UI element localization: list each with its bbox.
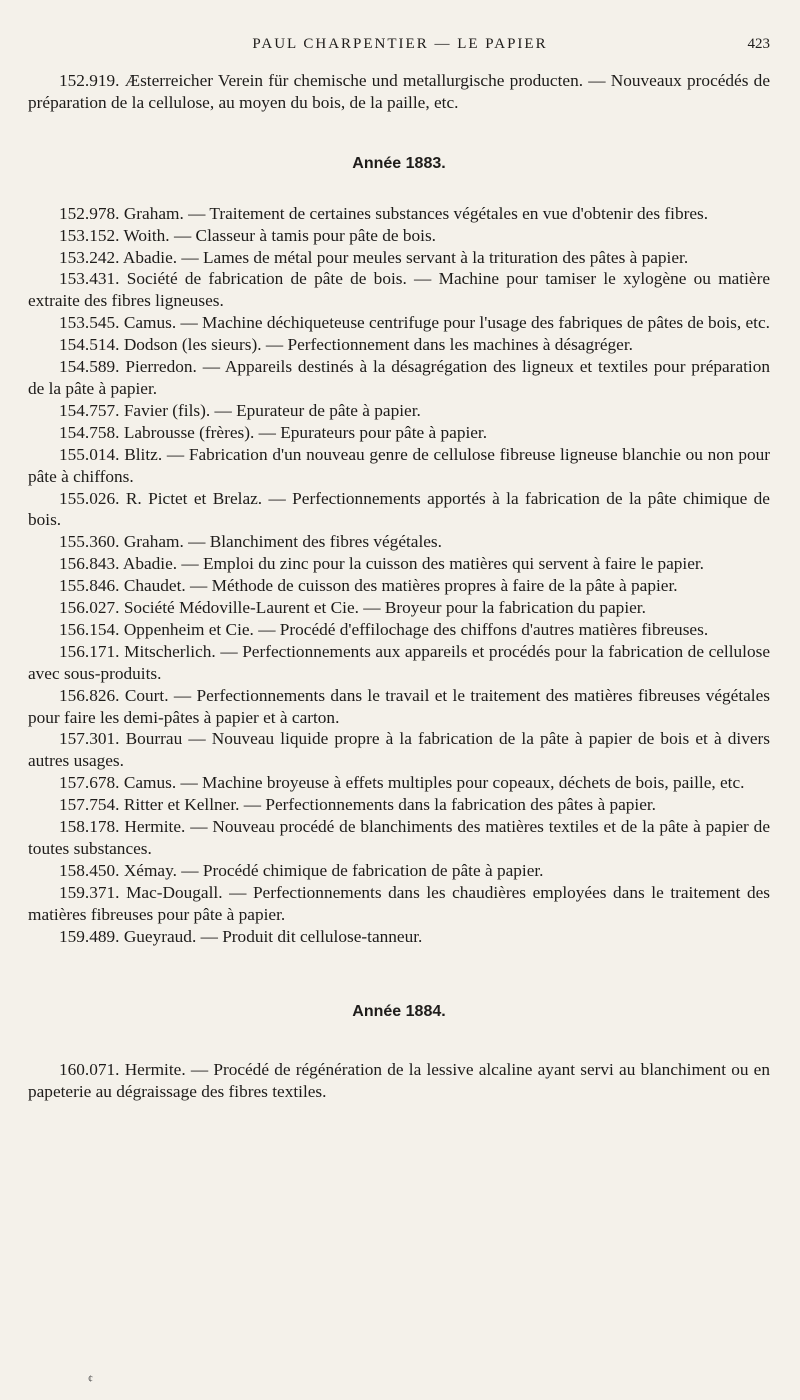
patent-description: Graham. — Blanchiment des fibres végétales.	[123, 532, 442, 552]
patent-number: 158.178.	[59, 817, 120, 837]
patent-number: 156.843.	[59, 554, 120, 574]
patent-entry	[28, 334, 770, 356]
patent-entry	[28, 268, 770, 312]
patent-number: 157.678.	[59, 773, 120, 793]
patent-number: 155.014.	[59, 444, 120, 464]
patent-entry	[28, 488, 770, 532]
patent-description: Bourrau — Nouveau liquide propre à la fabrication de la pâte à papier de bois et à divers autres usages.	[28, 729, 770, 771]
year-heading-1883: Année 1883.	[352, 154, 446, 172]
patent-number: 159.489.	[59, 926, 120, 946]
patent-description: Chaudet. — Méthode de cuisson des matières propres à faire de la pâte à papier.	[123, 576, 678, 596]
patent-description: Société Médoville-Laurent et Cie. — Broyeur pour la fabrication du papier.	[123, 598, 646, 618]
patent-description: Labrousse (frères). — Epurateurs pour pâte à papier.	[123, 422, 488, 442]
patent-number: 154.758.	[59, 422, 120, 442]
year-heading-1884: Année 1884.	[352, 1002, 446, 1020]
patent-number: 154.514.	[59, 335, 120, 355]
patent-entry	[28, 225, 770, 247]
patent-number: 153.152.	[59, 225, 120, 245]
patent-number: 152.978.	[59, 203, 120, 223]
patent-description: Mac-Dougall. — Perfectionnements dans les chaudières employées dans le traitement des matières fibreuses pour pâte à papier.	[28, 882, 770, 924]
patent-number: 157.301.	[59, 729, 120, 749]
patent-number: 153.545.	[59, 313, 120, 333]
patent-description: Ritter et Kellner. — Perfectionnements dans la fabrication des pâtes à papier.	[123, 795, 656, 815]
patent-entry	[28, 203, 770, 225]
page-number: 423	[747, 36, 770, 52]
patent-entry	[28, 422, 770, 444]
patent-description: Gueyraud. — Produit dit cellulose-tanneur.	[123, 926, 423, 946]
patent-number: 154.757.	[59, 400, 120, 420]
patent-entry	[28, 1059, 770, 1103]
patent-entry	[28, 816, 770, 860]
patent-description: Pierredon. — Appareils destinés à la désagrégation des ligneux et textiles pour préparation de la pâte à papier.	[28, 357, 770, 398]
patent-number: 154.589.	[59, 357, 120, 377]
patent-entry	[28, 641, 770, 685]
patent-entry	[28, 444, 770, 488]
patent-entry	[28, 312, 770, 334]
patent-description: Abadie. — Lames de métal pour meules servant à la trituration des pâtes à papier.	[122, 247, 689, 267]
patent-entry	[28, 619, 770, 641]
patent-entry	[28, 882, 770, 926]
patent-number: 155.846.	[59, 576, 120, 596]
running-title: PAUL CHARPENTIER — LE PAPIER	[252, 36, 548, 52]
patent-description: Woith. — Classeur à tamis pour pâte de bois.	[123, 225, 436, 245]
patent-description: R. Pictet et Brelaz. — Perfectionnements apportés à la fabrication de la pâte chimique de bois.	[28, 488, 770, 530]
patent-description: Mitscherlich. — Perfectionnements aux appareils et procédés pour la fabrication de cellulose avec sous-produits.	[28, 641, 770, 683]
patent-description: Oppenheim et Cie. — Procédé d'effilochage des chiffons d'autres matières fibreuses.	[123, 619, 709, 639]
patent-entry	[28, 356, 770, 400]
patent-description: Hermite. — Procédé de régénération de la lessive alcaline ayant servi au blanchiment ou en papeterie au dégraissage des fibres textiles.	[28, 1060, 770, 1102]
patent-entry	[28, 860, 770, 882]
patent-number: 156.826.	[59, 685, 120, 705]
margin-mark: ¢	[88, 1374, 93, 1385]
intro-entries	[28, 70, 770, 114]
patent-number: 157.754.	[59, 795, 120, 815]
patent-entry	[28, 531, 770, 553]
patent-description: Société de fabrication de pâte de bois. — Machine pour tamiser le xylogène ou matière extraite des fibres ligneuses.	[28, 269, 771, 311]
entries-1883	[28, 203, 770, 948]
patent-entry	[28, 247, 770, 269]
patent-entry	[28, 794, 770, 816]
patent-entry	[28, 400, 770, 422]
patent-description: Abadie. — Emploi du zinc pour la cuisson des matières qui servent à faire le papier.	[122, 554, 704, 574]
patent-entry	[28, 685, 770, 729]
patent-entry	[28, 553, 770, 575]
patent-description: Blitz. — Fabrication d'un nouveau genre de cellulose fibreuse ligneuse blanchie ou non pour pâte à chiffons.	[28, 444, 770, 486]
patent-description: Æsterreicher Verein für chemische und metallurgische producten. — Nouveaux procédés de préparation de la cellulose, au moyen du bois, de la paille, etc.	[28, 71, 770, 112]
patent-number: 156.027.	[59, 598, 120, 618]
patent-number: 155.360.	[59, 532, 120, 552]
patent-description: Camus. — Machine broyeuse à effets multiples pour copeaux, déchets de bois, paille, etc.	[123, 773, 745, 793]
patent-description: Court. — Perfectionnements dans le travail et le traitement des matières fibreuses végétales pour faire les demi-pâtes à papier et à carton.	[28, 685, 770, 727]
patent-number: 159.371.	[59, 882, 120, 902]
patent-number: 156.154.	[59, 619, 120, 639]
patent-number: 160.071.	[59, 1060, 120, 1080]
patent-number: 152.919.	[59, 71, 120, 90]
patent-description: Xémay. — Procédé chimique de fabrication de pâte à papier.	[123, 860, 544, 880]
patent-entry	[28, 728, 770, 772]
patent-description: Hermite. — Nouveau procédé de blanchiments des matières textiles et de la pâte à papier de toutes substances.	[28, 817, 770, 858]
patent-entry	[28, 926, 770, 948]
entries-1884	[28, 1059, 770, 1103]
patent-number: 153.431.	[59, 269, 120, 289]
page-content	[28, 70, 770, 1103]
patent-description: Camus. — Machine déchiqueteuse centrifuge pour l'usage des fabriques de pâtes de bois, etc.	[123, 313, 770, 333]
patent-description: Favier (fils). — Epurateur de pâte à papier.	[123, 400, 421, 420]
patent-number: 158.450.	[59, 860, 120, 880]
patent-description: Dodson (les sieurs). — Perfectionnement dans les machines à désagréger.	[123, 335, 633, 355]
patent-entry	[28, 70, 770, 114]
patent-entry	[28, 575, 770, 597]
patent-number: 155.026.	[59, 488, 120, 508]
patent-description: Graham. — Traitement de certaines substances végétales en vue d'obtenir des fibres.	[123, 203, 709, 223]
running-head	[0, 36, 800, 58]
patent-number: 153.242.	[59, 247, 120, 267]
patent-entry	[28, 597, 770, 619]
patent-number: 156.171.	[59, 641, 120, 661]
patent-entry	[28, 772, 770, 794]
